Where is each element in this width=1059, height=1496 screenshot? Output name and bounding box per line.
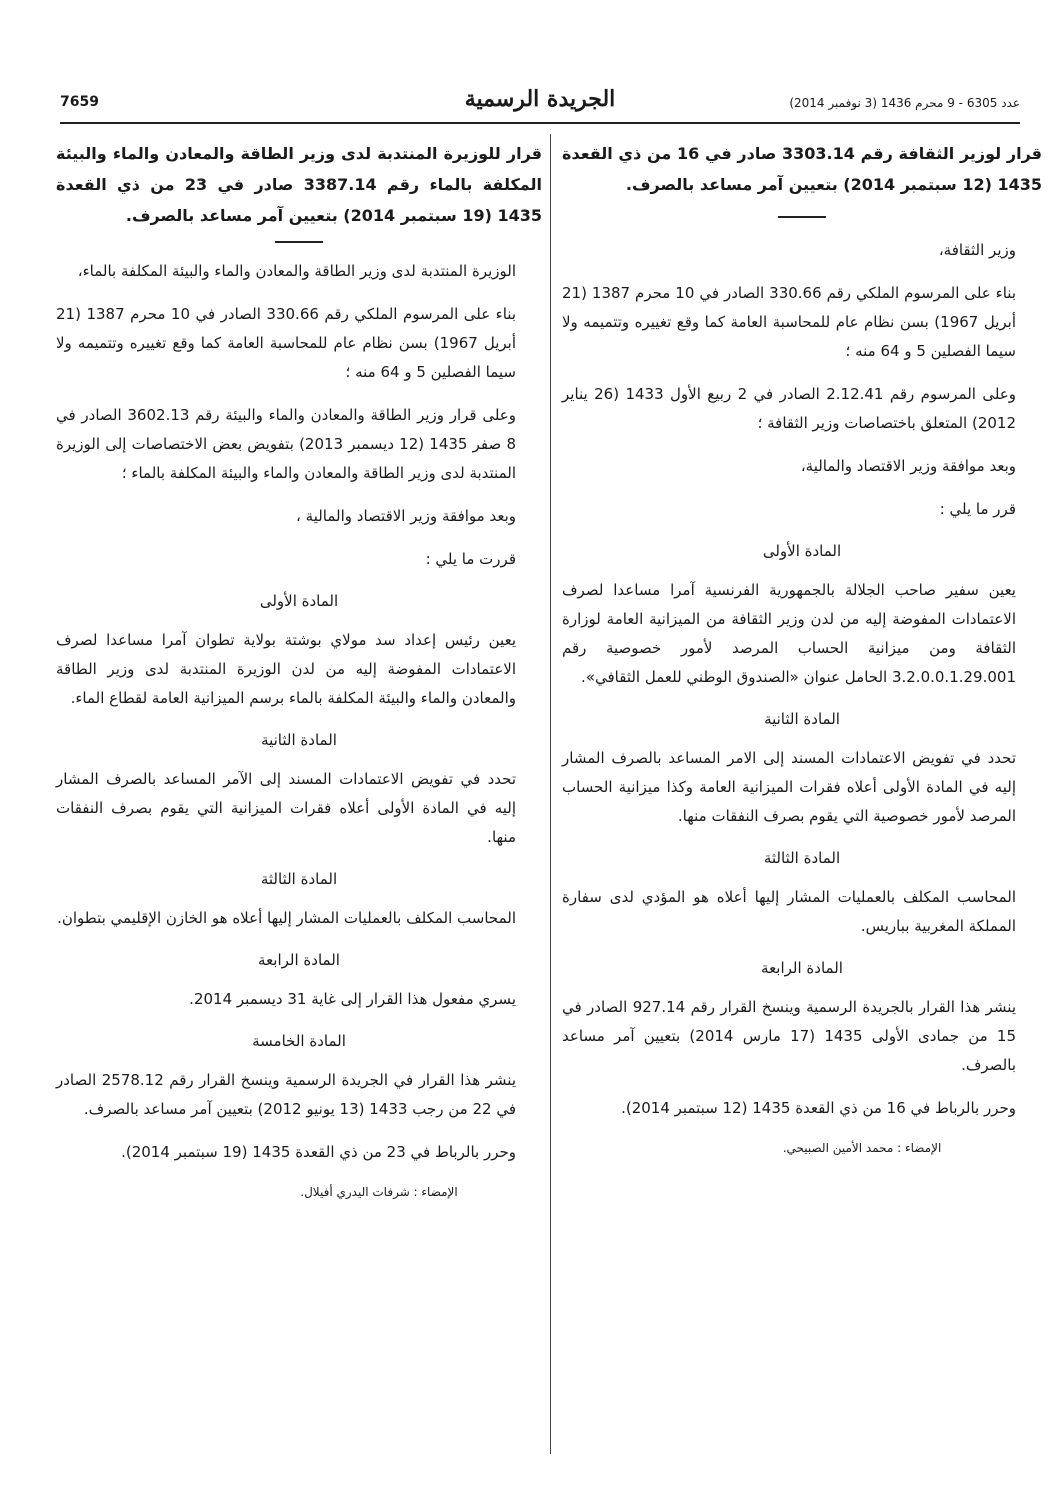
- article-1-title: المادة الأولى: [762, 542, 842, 560]
- article-4-text: ينشر هذا القرار بالجريدة الرسمية وينسخ القرار رقم 927.14 الصادر في 15 من جمادى الأولى 1435 (17 مارس 2014) بتعيين آمر مساعد بالصرف.: [562, 998, 1017, 1074]
- gazette-title: الجريدة الرسمية: [464, 86, 616, 112]
- article-1-text: يعين سفير صاحب الجلالة بالجمهورية الفرنسية آمرا مساعدا لصرف الاعتمادات المفوضة إليه من لدن وزير الثقافة من الميزانية العامة لوزارة الثقافة ومن ميزانية الحساب المرصد لأمور خصوصية رقم 3.2.0.0.1.29.001 الحامل عنوان «الصندوق الوطني للعمل الثقافي».: [562, 581, 1016, 686]
- article-3-text: المحاسب المكلف بالعمليات المشار إليها أعلاه هو المؤدي لدى سفارة المملكة المغربية بباريس.: [562, 888, 1016, 935]
- preamble-1: بناء على المرسوم الملكي رقم 330.66 الصادر في 10 محرم 1387 (21 أبريل 1967) بسن نظام عام للمحاسبة العامة كما وقع تغييره وتتميمه ولا سيما الفصلين 5 و 64 منه ؛: [56, 305, 517, 381]
- done-at: وحرر بالرباط في 23 من ذي القعدة 1435 (19 سبتمبر 2014).: [121, 1143, 516, 1161]
- article-5-text: ينشر هذا القرار في الجريدة الرسمية وينسخ القرار رقم 2578.12 الصادر في 22 من رجب 1433 (13 يونيو 2012) بتعيين آمر مساعد بالصرف.: [56, 1071, 516, 1118]
- article-2-title: المادة الثانية: [764, 710, 840, 728]
- article-1-text: يعين رئيس إعداد سد مولاي بوشتة بولاية تطوان آمرا مساعدا لصرف الاعتمادات المفوضة إليه من لدن الوزيرة المنتدبة لدى وزير الطاقة والمعادن والماء والبيئة المكلفة بالماء برسم الميزانية العامة لقطاع الماء.: [56, 631, 516, 707]
- preamble-3: وبعد موافقة وزير الاقتصاد والمالية،: [800, 457, 1016, 475]
- article-2-title: المادة الثانية: [261, 731, 337, 749]
- article-2-text: تحدد في تفويض الاعتمادات المسند إلى الآمر المساعد بالصرف المشار إليه في المادة الأولى أعلاه فقرات الميزانية التي يقوم بصرف النفقات منها.: [56, 770, 516, 846]
- article-2-text: تحدد في تفويض الاعتمادات المسند إلى الامر المساعد بالصرف المشار إليه في المادة الأولى أعلاه فقرات الميزانية العامة وكذا ميزانية الحساب المرصد لأمور خصوصية التي يقوم بصرف النفقات منها.: [562, 749, 1016, 825]
- right-column: [562, 138, 1042, 1155]
- title-rule: [275, 241, 323, 243]
- issue-info: عدد 6305 - 9 محرم 1436 (3 نوفمبر 2014): [789, 96, 1020, 110]
- article-5-title: المادة الخامسة: [252, 1032, 346, 1050]
- preamble-3: وبعد موافقة وزير الاقتصاد والمالية ،: [296, 507, 516, 525]
- page-number: 7659: [60, 94, 99, 110]
- article-4-text: يسري مفعول هذا القرار إلى غاية 31 ديسمبر 2014.: [189, 990, 516, 1008]
- done-at: وحرر بالرباط في 16 من ذي القعدة 1435 (12 سبتمبر 2014).: [621, 1099, 1016, 1117]
- article-3-title: المادة الثالثة: [260, 870, 338, 888]
- article-1-title: المادة الأولى: [259, 592, 339, 610]
- signature: الإمضاء : محمد الأمين الصبيحي.: [782, 1141, 942, 1155]
- minister-line: الوزيرة المنتدبة لدى وزير الطاقة والمعادن والماء والبيئة المكلفة بالماء،: [77, 262, 516, 280]
- preamble-2: وعلى قرار وزير الطاقة والمعادن والماء والبيئة رقم 3602.13 الصادر في 8 صفر 1435 (12 ديسمبر 2013) بتفويض بعض الاختصاصات إلى الوزيرة المنتدبة لدى وزير الطاقة والمعادن والماء والبيئة المكلفة بالماء ؛: [56, 406, 516, 482]
- decides-line: قرر ما يلي :: [939, 500, 1016, 518]
- article-3-title: المادة الثالثة: [763, 849, 841, 867]
- page-header: [60, 86, 1020, 124]
- article-3-text: المحاسب المكلف بالعمليات المشار إليها أعلاه هو الخازن الإقليمي بتطوان.: [57, 909, 516, 927]
- preamble-2: وعلى المرسوم رقم 2.12.41 الصادر في 2 ربيع الأول 1433 (26 يناير 2012) المتعلق باختصاصات وزير الثقافة ؛: [562, 385, 1016, 432]
- column-divider: [550, 134, 551, 1454]
- decision-title: قرار لوزير الثقافة رقم 3303.14 صادر في 16 من ذي القعدة 1435 (12 سبتمبر 2014) بتعيين آمر مساعد بالصرف.: [562, 144, 1043, 194]
- left-column: [56, 138, 542, 1199]
- decides-line: قررت ما يلي :: [425, 550, 516, 568]
- article-4-title: المادة الرابعة: [761, 959, 843, 977]
- preamble-1: بناء على المرسوم الملكي رقم 330.66 الصادر في 10 محرم 1387 (21 أبريل 1967) بسن نظام عام للمحاسبة العامة كما وقع تغييره وتتميمه ولا سيما الفصلين 5 و 64 منه ؛: [562, 284, 1017, 360]
- minister-line: وزير الثقافة،: [938, 241, 1016, 259]
- signature: الإمضاء : شرفات اليدري أفيلال.: [300, 1185, 458, 1199]
- article-4-title: المادة الرابعة: [258, 951, 340, 969]
- decision-title: قرار للوزيرة المنتدبة لدى وزير الطاقة والمعادن والماء والبيئة المكلفة بالماء رقم 3387.14 صادر في 23 من ذي القعدة 1435 (19 سبتمبر 2014) بتعيين آمر مساعد بالصرف.: [56, 144, 543, 225]
- title-rule: [778, 216, 826, 218]
